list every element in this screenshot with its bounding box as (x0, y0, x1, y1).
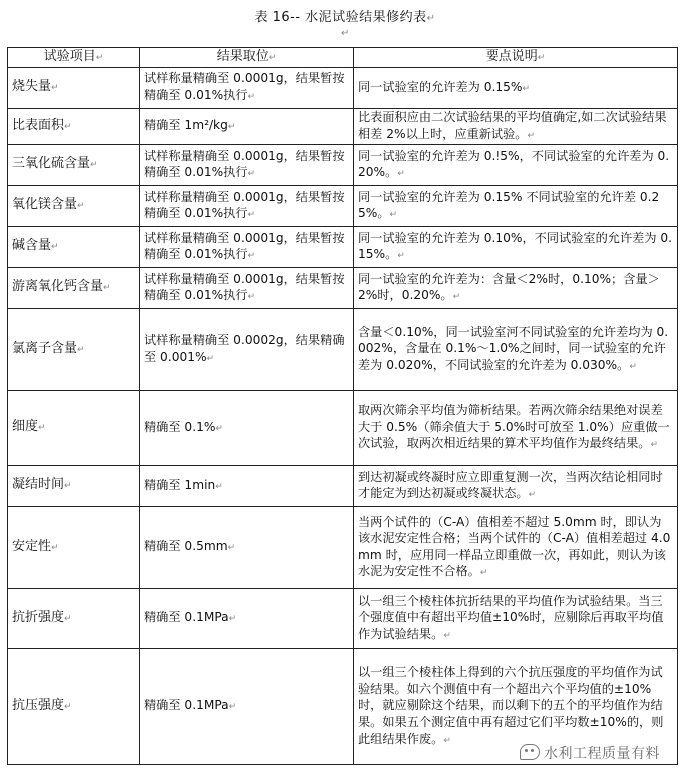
title-text: 表 16-- 水泥试验结果修约表 (254, 10, 427, 25)
table-row (8, 145, 678, 186)
row-notes: 同一试验室的允许差为 0.15% 不同试验室的允许差 0.25%。↵ (354, 186, 678, 227)
row-notes: 含量＜0.10%，同一试验室河不同试验室的允许差均为 0.002%，含量在 0.1%～1.0%之间时，同一试验室的允许差为 0.020%，不同试验室的允许差为 0.030%。↵ (354, 309, 678, 391)
row-item: 凝结时间↵ (8, 466, 140, 507)
row-precision: 精确至 1min↵ (140, 466, 354, 507)
row-precision: 试样称量精确至 0.0001g，结果暂按精确至 0.01%执行↵ (140, 268, 354, 309)
row-item: 氧化镁含量↵ (8, 186, 140, 227)
row-item: 抗折强度↵ (8, 589, 140, 649)
row-notes: 比表面积应由二次试验结果的平均值确定,如二次试验结果相差 2%以上时，应重新试验。↵ (354, 109, 678, 145)
header-notes: 要点说明↵ (354, 48, 678, 68)
row-item: 碱含量↵ (8, 227, 140, 268)
row-item: 比表面积↵ (8, 109, 140, 145)
table-row (8, 391, 678, 466)
row-precision: 精确至 0.1%↵ (140, 391, 354, 466)
row-precision: 试样称量精确至 0.0001g，结果暂按精确至 0.01%执行↵ (140, 145, 354, 186)
table-row (8, 309, 678, 391)
row-precision: 精确至 0.5mm↵ (140, 507, 354, 589)
row-notes: 当两个试件的（C-A）值相差不超过 5.0mm 时，即认为该水泥安定性合格；当两个试件的（C-A）值相差超过 4.0mm 时，应用同一样品立即重做一次，再如此，则认为该水泥为安定性不合格。↵ (354, 507, 678, 589)
table-row (8, 268, 678, 309)
row-precision: 试样称量精确至 0.0001g，结果暂按精确至 0.01%执行↵ (140, 186, 354, 227)
row-precision: 试样称量精确至 0.0001g，结果暂按精确至 0.01%执行↵ (140, 227, 354, 268)
watermark-text: 水利工程质量有料 (544, 746, 660, 762)
table-row (8, 507, 678, 589)
header-item: 试验项目↵ (8, 48, 140, 68)
row-precision: 精确至 1m²/kg↵ (140, 109, 354, 145)
row-notes: 以一组三个棱柱体上得到的六个抗压强度的平均值作为试验结果。如六个测值中有一个超出六个平均值的±10%时，就应剔除这个结果，而以剩下的五个的平均值作为结果。如果五个测定值中再有超过它们平均数±10%的，则此组结果作废。↵ (354, 649, 678, 765)
header-precision: 结果取位↵ (140, 48, 354, 68)
row-notes: 以一组三个棱柱体抗折结果的平均值作为试验结果。当三个强度值中有超出平均值±10%时，应剔除后再取平均值作为试验结果。↵ (354, 589, 678, 649)
row-notes: 同一试验室的允许差为：含量＜2%时，0.10%；含量＞2%时，0.20%。↵ (354, 268, 678, 309)
watermark (516, 742, 664, 764)
row-notes: 同一试验室的允许差为 0.15%↵ (354, 68, 678, 109)
rounding-table (7, 47, 678, 765)
table-row (8, 109, 678, 145)
row-notes: 同一试验室的允许差为 0.!5%，不同试验室的允许差为 0.20%。↵ (354, 145, 678, 186)
row-item: 氯离子含量↵ (8, 309, 140, 391)
row-item: 抗压强度↵ (8, 649, 140, 765)
row-item: 三氧化硫含量↵ (8, 145, 140, 186)
row-item: 细度↵ (8, 391, 140, 466)
row-item: 游离氧化钙含量↵ (8, 268, 140, 309)
row-item: 安定性↵ (8, 507, 140, 589)
row-precision: 试样称量精确至 0.0002g，结果精确至 0.001%↵ (140, 309, 354, 391)
row-item: 烧失量↵ (8, 68, 140, 109)
row-precision: 试样称量精确至 0.0001g，结果暂按精确至 0.01%执行↵ (140, 68, 354, 109)
table-row (8, 589, 678, 649)
table-row (8, 68, 678, 109)
row-notes: 取两次筛余平均值为筛析结果。若两次筛余结果绝对误差大于 0.5%（筛余值大于 5.0%时可放至 1.0%）应重做一次试验，取两次相近结果的算术平均值作为最终结果。↵ (354, 391, 678, 466)
row-notes: 同一试验室的允许差为 0.10%，不同试验室的允许差为 0.15%。↵ (354, 227, 678, 268)
page-title (0, 6, 690, 25)
paragraph-mark-icon: ↵ (341, 28, 350, 39)
table-row (8, 186, 678, 227)
wechat-icon (520, 744, 540, 760)
table-header-row (8, 48, 678, 68)
row-notes: 到达初凝或终凝时应立即重复测一次，当两次结论相同时才能定为到达初凝或终凝状态。↵ (354, 466, 678, 507)
table-row (8, 466, 678, 507)
paragraph-mark-icon: ↵ (426, 13, 436, 24)
row-precision: 精确至 0.1MPa↵ (140, 649, 354, 765)
row-precision: 精确至 0.1MPa↵ (140, 589, 354, 649)
table-row (8, 227, 678, 268)
